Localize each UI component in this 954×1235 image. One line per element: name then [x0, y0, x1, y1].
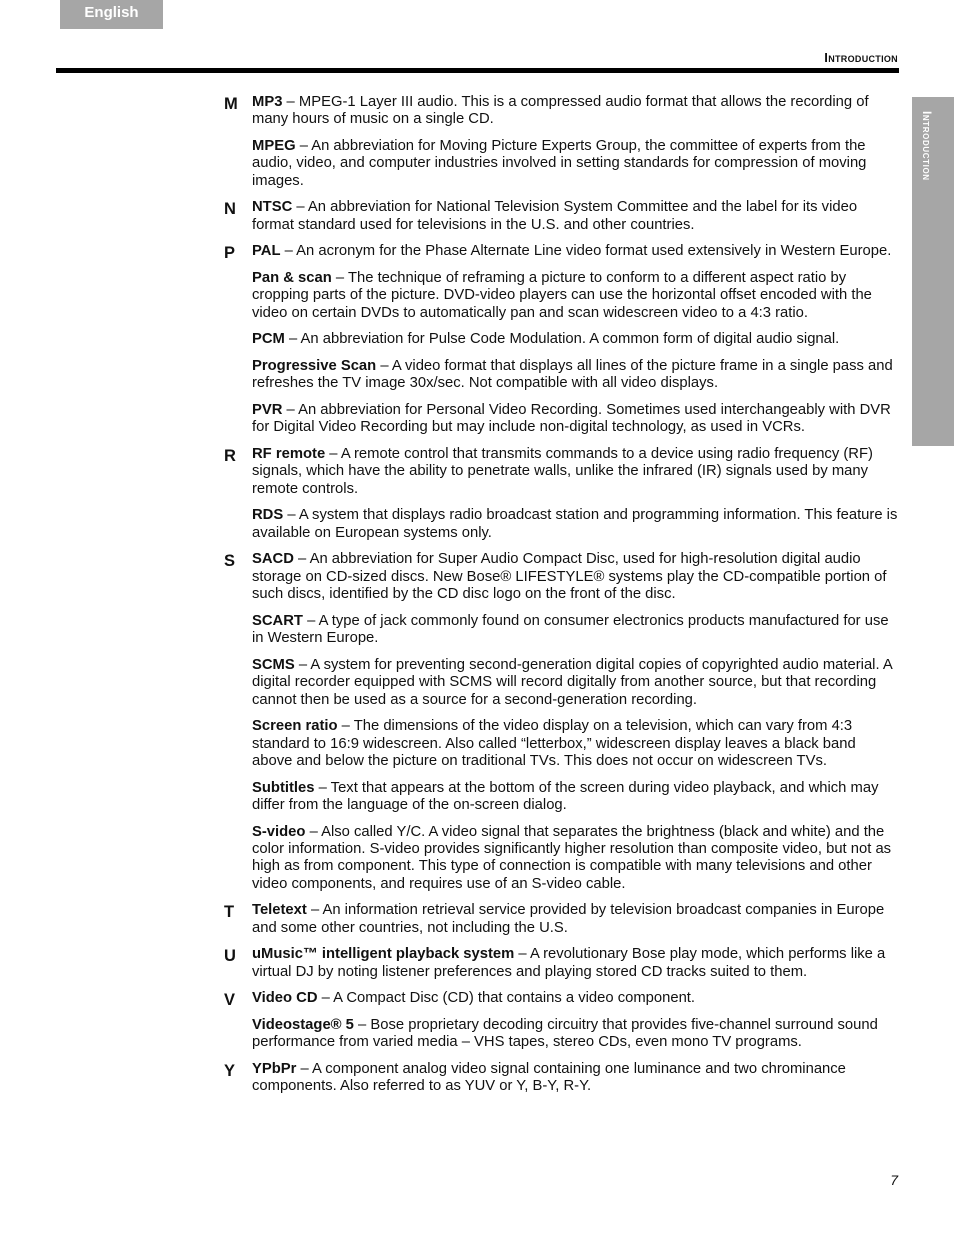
- glossary-term: PAL: [252, 243, 281, 260]
- page-number: 7: [890, 1172, 898, 1188]
- section-letter: M: [224, 95, 238, 113]
- glossary-group: [224, 243, 900, 436]
- glossary-entry: [252, 243, 900, 260]
- glossary-term: NTSC: [252, 199, 293, 216]
- glossary-definition: – Also called Y/C. A video signal that separates the brightness (black and white) and the color information. S-video provides significantly higher resolution than composite video, but not as high as from component. This type of connection is compatible with many televisions and other video components, and requires use of an S-video cable.: [252, 823, 892, 892]
- glossary-group: [224, 551, 900, 893]
- glossary-entry: [252, 990, 900, 1007]
- glossary-term: uMusic™ intelligent playback system: [252, 946, 515, 963]
- glossary-definition: – An abbreviation for Pulse Code Modulation. A common form of digital audio signal.: [284, 331, 840, 348]
- language-tab-english[interactable]: English: [60, 0, 163, 29]
- glossary-term: Progressive Scan: [252, 358, 377, 374]
- glossary-term: YPbPr: [252, 1061, 297, 1078]
- glossary-term: Pan & scan: [252, 270, 332, 286]
- glossary-entry: [252, 551, 900, 603]
- glossary-term: RDS: [252, 507, 284, 524]
- section-letter: S: [224, 552, 236, 571]
- glossary-definition: – A Compact Disc (CD) that contains a video component.: [317, 990, 696, 1007]
- glossary-entry: [252, 199, 900, 234]
- glossary-definition: – An abbreviation for Super Audio Compact Disc, used for high-resolution digital audio storage on CD-sized discs. New Bose® LIFESTYLE® systems play the CD-compatible portion of such discs, identified by the CD disc logo on the front of the disc.: [252, 551, 887, 603]
- glossary-entry: [252, 446, 900, 498]
- glossary-term: Videostage® 5: [252, 1017, 354, 1034]
- section-letter: N: [224, 200, 236, 219]
- glossary-definition: – Text that appears at the bottom of the screen during video playback, and which may differ from the language of the on-screen dialog.: [252, 779, 879, 814]
- section-title: Introduction: [824, 50, 898, 65]
- glossary-group: [224, 1061, 900, 1096]
- glossary-definition: – An abbreviation for National Television System Committee and the label for its video format standard used for televisions in the U.S. and other countries.: [252, 199, 858, 233]
- glossary-term: PVR: [252, 402, 283, 418]
- glossary-definition: – A remote control that transmits commands to a device using radio frequency (RF) signals, which have the ability to penetrate walls, unlike the infrared (IR) signals used by many remote controls.: [252, 446, 873, 497]
- glossary-term: PCM: [252, 331, 285, 348]
- glossary-definition: – A system for preventing second-generation digital copies of copyrighted audio material. A digital recorder equipped with SCMS will record digitally from another source, but that recording cannot then be used as a source for a second-generation recording.: [252, 656, 892, 708]
- glossary-entry: [252, 138, 900, 190]
- glossary-group: [224, 199, 900, 234]
- glossary-definition: – An abbreviation for Moving Picture Experts Group, the committee of experts from the audio, video, and computer industries involved in setting standards for compression of moving images.: [252, 138, 867, 189]
- glossary-term: SCART: [252, 612, 303, 629]
- section-letter: T: [224, 903, 235, 922]
- glossary-entry: [252, 780, 900, 815]
- glossary-group: [224, 94, 900, 190]
- glossary-entry: [252, 1061, 900, 1096]
- glossary-entry: [252, 946, 900, 981]
- glossary-definition: – The technique of reframing a picture to conform to a different aspect ratio by cropping parts of the picture. DVD-video players can use the horizontal offset encoded with the video on certain DVDs to automatically pan and scan widescreen video to a 4:3 ratio.: [252, 270, 872, 321]
- glossary-entry: [252, 94, 900, 129]
- glossary-entry: [252, 613, 900, 648]
- glossary-group: [224, 446, 900, 542]
- glossary-definition: – A component analog video signal containing one luminance and two chrominance components. Also referred to as YUV or Y, B-Y, R-Y.: [252, 1061, 846, 1095]
- glossary-definition: – An acronym for the Phase Alternate Line video format used extensively in Western Europe.: [280, 243, 892, 260]
- glossary-entry: [252, 270, 900, 322]
- glossary-definition: – A system that displays radio broadcast station and programming information. This feature is available on European systems only.: [252, 507, 898, 541]
- glossary-definition: – A video format that displays all lines of the picture frame in a single pass and refreshes the TV image 30x/sec. Not compatible with all video displays.: [252, 358, 893, 392]
- page-header: [56, 50, 899, 73]
- glossary-term: Video CD: [252, 990, 318, 1007]
- glossary-list: [224, 94, 900, 1105]
- glossary-definition: – An abbreviation for Personal Video Recording. Sometimes used interchangeably with DVR for Digital Video Recording but may include non-digital technology, as used in VCRs.: [252, 402, 891, 436]
- glossary-definition: – Bose proprietary decoding circuitry that provides five-channel surround sound performance from varied media – VHS tapes, stereo CDs, even mono TV programs.: [252, 1017, 878, 1051]
- section-letter: Y: [224, 1062, 236, 1081]
- section-letter: R: [224, 447, 236, 465]
- section-letter: U: [224, 947, 236, 966]
- glossary-term: Teletext: [252, 902, 307, 919]
- glossary-entry: [252, 1017, 900, 1052]
- glossary-entry: [252, 358, 900, 393]
- glossary-entry: [252, 507, 900, 542]
- glossary-entry: [252, 331, 900, 348]
- glossary-group: [224, 946, 900, 981]
- side-tab-label: Introduction: [920, 111, 934, 181]
- section-side-tab[interactable]: [912, 97, 954, 446]
- glossary-entry: [252, 657, 900, 709]
- glossary-definition: – An information retrieval service provided by television broadcast companies in Europe and some other countries, not including the U.S.: [252, 902, 885, 936]
- section-letter: P: [224, 244, 236, 263]
- glossary-definition: – The dimensions of the video display on a television, which can vary from 4:3 standard to 16:9 widescreen. Also called “letterbox,” widescreen display leaves a black band above and below the picture on traditional TVs. This does not occur on widescreen TVs.: [252, 718, 856, 770]
- glossary-term: S-video: [252, 823, 306, 840]
- glossary-entry: [252, 402, 900, 437]
- glossary-term: Subtitles: [252, 779, 315, 796]
- glossary-group: [224, 990, 900, 1051]
- glossary-definition: – A revolutionary Bose play mode, which performs like a virtual DJ by noting listener preferences and playing stored CD tracks suited to them.: [252, 946, 886, 980]
- glossary-term: MP3: [252, 94, 283, 110]
- glossary-group: [224, 902, 900, 937]
- header-rule: [56, 68, 899, 73]
- glossary-term: SACD: [252, 551, 294, 568]
- section-letter: V: [224, 991, 236, 1010]
- glossary-term: Screen ratio: [252, 718, 338, 735]
- glossary-definition: – MPEG-1 Layer III audio. This is a compressed audio format that allows the recording of many hours of music on a single CD.: [252, 94, 869, 128]
- glossary-entry: [252, 824, 900, 894]
- glossary-entry: [252, 902, 900, 937]
- glossary-definition: – A type of jack commonly found on consumer electronics products manufactured for use in Western Europe.: [252, 612, 889, 647]
- glossary-entry: [252, 718, 900, 770]
- glossary-term: MPEG: [252, 138, 296, 154]
- glossary-term: SCMS: [252, 656, 295, 673]
- glossary-term: RF remote: [252, 446, 326, 462]
